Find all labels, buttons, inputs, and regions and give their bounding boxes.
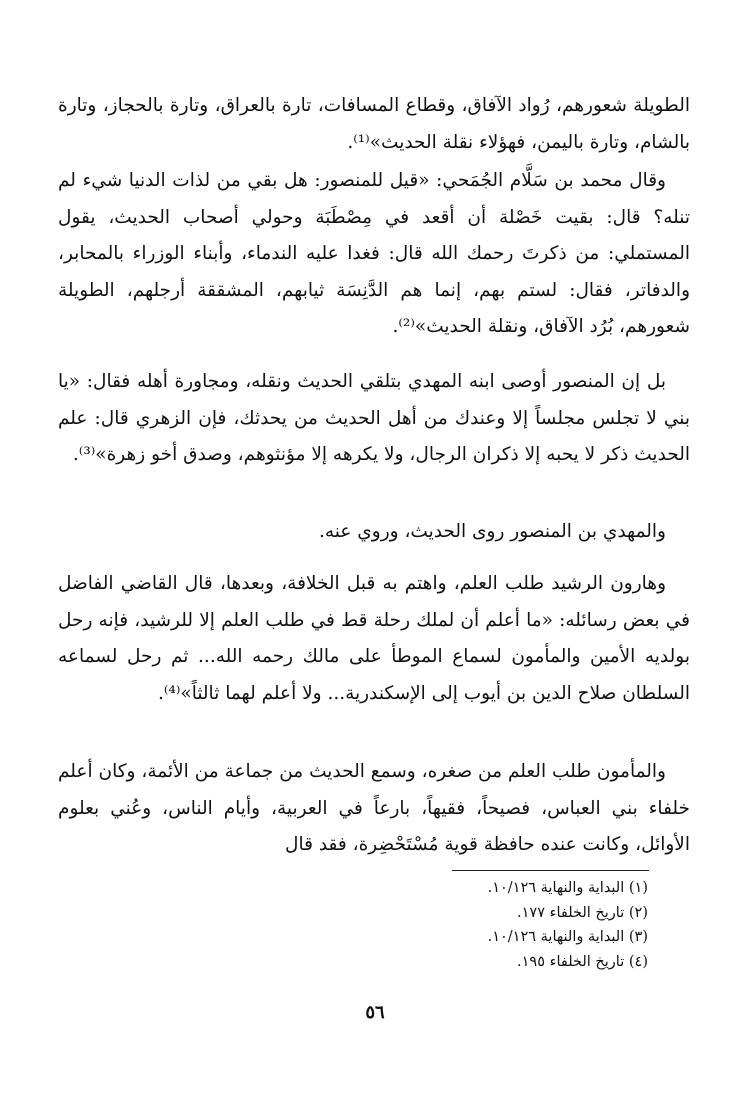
footnote-3: (٣) البداية والنهاية ١٠/١٢٦. — [487, 929, 648, 945]
footnote-4: (٤) تاريخ الخلفاء ١٩٥. — [517, 953, 648, 970]
paragraph-3: بل إن المنصور أوصى ابنه المهدي بتلقي الحديث ونقله، ومجاورة أهله فقال: «يا بني لا تجلس مجلساً إلا وعندك من أهل الحديث من يحدثك، فإن الزهري قال: علم الحديث ذكر لا يحبه إلا ذكران الرجال، ولا يكرهه إلا مؤنثوهم، وصدق أخو زهرة»⁽³⁾. — [58, 371, 690, 465]
paragraph-6: والمأمون طلب العلم من صغره، وسمع الحديث من جماعة من الأئمة، وكان أعلم خلفاء بني العباس، فصيحاً، فقيهاً، بارعاً في العربية، وأيام الناس، وعُني بعلوم الأوائل، وكانت عنده حافظة قوية مُسْتَحْضِرة، فقد قال — [58, 761, 690, 855]
paragraph-1: الطويلة شعورهم، رُواد الآفاق، وقطاع المسافات، تارة بالعراق، وتارة بالحجاز، وتارة بالشام، وتارة باليمن، فهؤلاء نقلة الحديث»⁽¹⁾. — [58, 95, 690, 153]
footnote-1: (١) البداية والنهاية ١٠/١٢٦. — [487, 880, 648, 896]
page-number: ٥٦ — [365, 1002, 385, 1023]
paragraph-2: وقال محمد بن سَلَّام الجُمَحي: «قيل للمنصور: هل بقي من لذات الدنيا شيء لم تنله؟ قال: بقيت خَصْلة أن أقعد في مِصْطَبَة وحولي أصحاب الحديث، يقول المستملي: من ذكرتَ رحمك الله قال: فغدا عليه الندماء، وأبناء الوزراء بالمحابر، والدفاتر، فقال: لستم بهم، إنما هم الدَّنِسَة ثيابهم، المشققة أرجلهم، الطويلة شعورهم، بُرُد الآفاق، ونقلة الحديث»⁽²⁾. — [58, 170, 690, 337]
paragraph-5: وهارون الرشيد طلب العلم، واهتم به قبل الخلافة، وبعدها، قال القاضي الفاضل في بعض رسائله: «ما أعلم أن لملك رحلة قط في طلب العلم إلا للرشيد، فإنه رحل بولديه الأمين والمأمون لسماع الموطأ على مالك رحمه الله... ثم رحل لسماعه السلطان صلاح الدين بن أيوب إلى الإسكندرية... ولا أعلم لهما ثالثاً»⁽⁴⁾. — [58, 573, 690, 704]
footnote-2: (٢) تاريخ الخلفاء ١٧٧. — [517, 904, 648, 921]
paragraph-4: والمهدي بن المنصور روى الحديث، وروي عنه. — [319, 521, 666, 542]
footnote-separator — [452, 870, 649, 871]
footnotes — [380, 876, 648, 974]
